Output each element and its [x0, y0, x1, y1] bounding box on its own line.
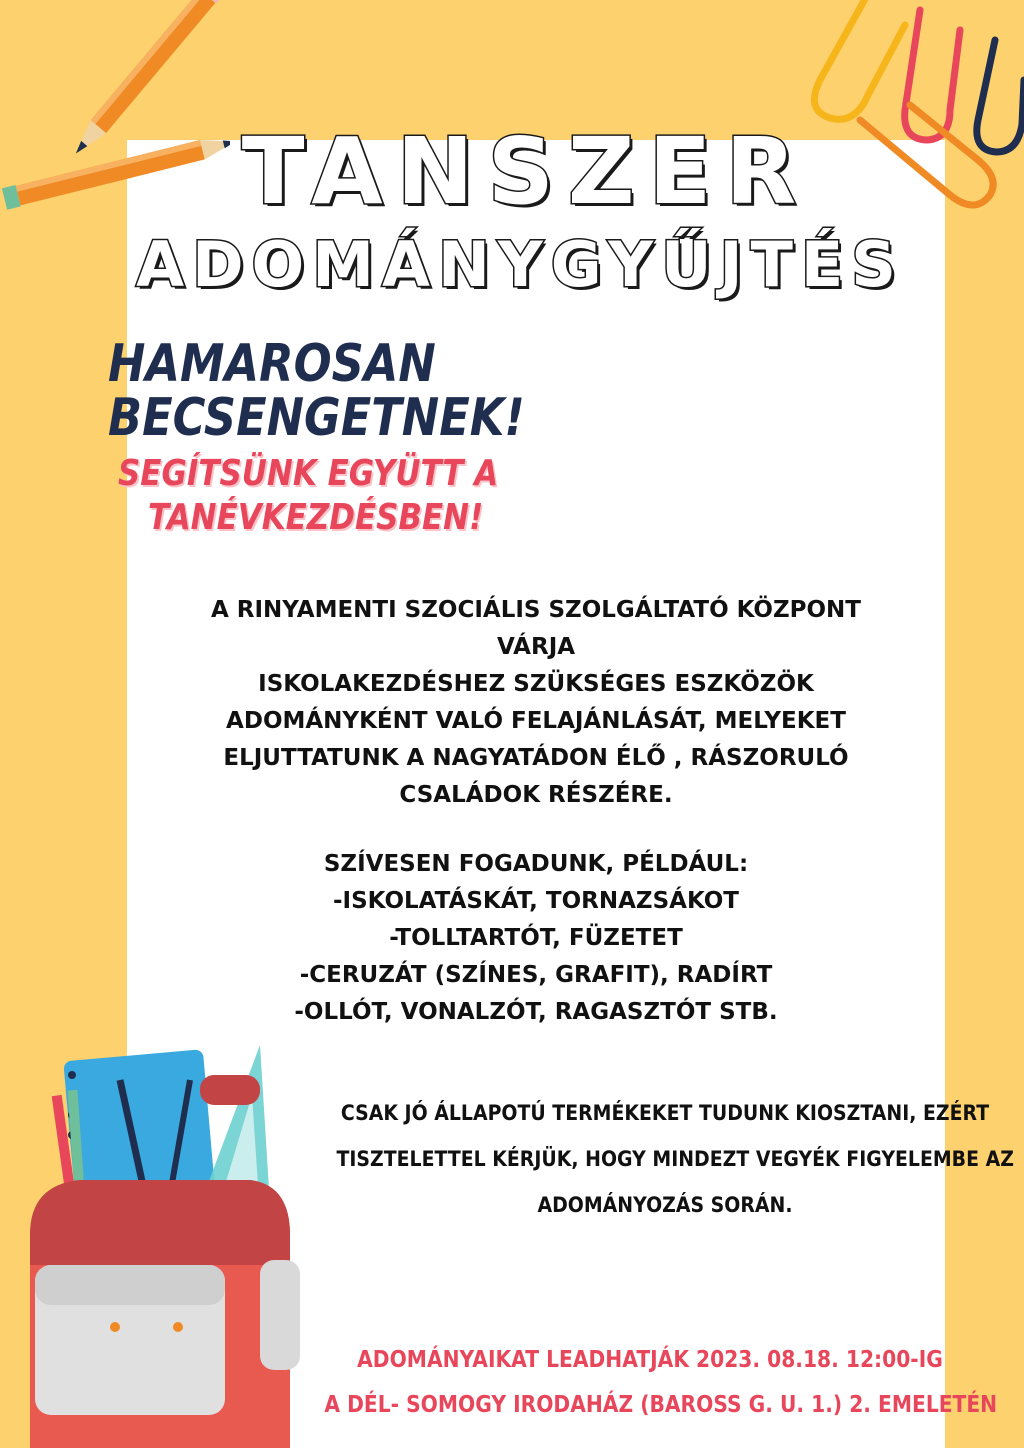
title-line2: ADOMÁNYGYŰJTÉS: [136, 228, 904, 301]
list-item: -ISKOLATÁSKÁT, TORNAZSÁKOT: [332, 888, 739, 914]
headline-line1: HAMAROSAN: [108, 334, 436, 394]
footer-line: A DÉL- SOMOGY IRODAHÁZ (BAROSS G. U. 1.) 2. EMELETÉN: [324, 1392, 998, 1418]
title-line1: TANSZER: [241, 118, 811, 225]
headline-line3: SEGÍTSÜNK EGYÜTT A: [118, 453, 499, 494]
intro-line: A RINYAMENTI SZOCIÁLIS SZOLGÁLTATÓ KÖZPONT: [210, 597, 861, 623]
footer-line: ADOMÁNYAIKAT LEADHATJÁK 2023. 08.18. 12:00-IG: [357, 1347, 943, 1373]
note-line: CSAK JÓ ÁLLAPOTÚ TERMÉKEKET TUDUNK KIOSZTANI, EZÉRT: [340, 1101, 990, 1125]
note-line: TISZTELETTEL KÉRJÜK, HOGY MINDEZT VEGYÉK FIGYELEMBE AZ: [336, 1147, 1014, 1171]
accepted-heading: SZÍVESEN FOGADUNK, PÉLDÁUL:: [323, 851, 749, 877]
condition-note: [300, 1090, 1024, 1228]
headline-line4: TANÉVKEZDÉSBEN!: [148, 497, 484, 538]
footer-location: [280, 1392, 1020, 1418]
note-line: ADOMÁNYOZÁS SORÁN.: [537, 1193, 793, 1217]
accepted-list: [127, 846, 945, 1031]
headline-line2: BECSENGETNEK!: [108, 388, 525, 448]
intro-paragraph: [127, 592, 945, 814]
intro-line: CSALÁDOK RÉSZÉRE.: [399, 782, 673, 808]
list-item: -OLLÓT, VONALZÓT, RAGASZTÓT STB.: [294, 999, 778, 1025]
intro-line: ADOMÁNYKÉNT VALÓ FELAJÁNLÁSÁT, MELYEKET: [226, 708, 846, 734]
footer-deadline: [280, 1347, 1020, 1373]
backpack-icon: [20, 1035, 310, 1448]
list-item: -TOLLTARTÓT, FÜZETET: [389, 925, 683, 951]
intro-line: ISKOLAKEZDÉSHEZ SZÜKSÉGES ESZKÖZÖK: [258, 671, 814, 697]
intro-line: VÁRJA: [496, 634, 576, 660]
intro-line: ELJUTTATUNK A NAGYATÁDON ÉLŐ , RÁSZORULÓ: [223, 745, 849, 771]
list-item: -CERUZÁT (SZÍNES, GRAFIT), RADÍRT: [299, 962, 773, 988]
